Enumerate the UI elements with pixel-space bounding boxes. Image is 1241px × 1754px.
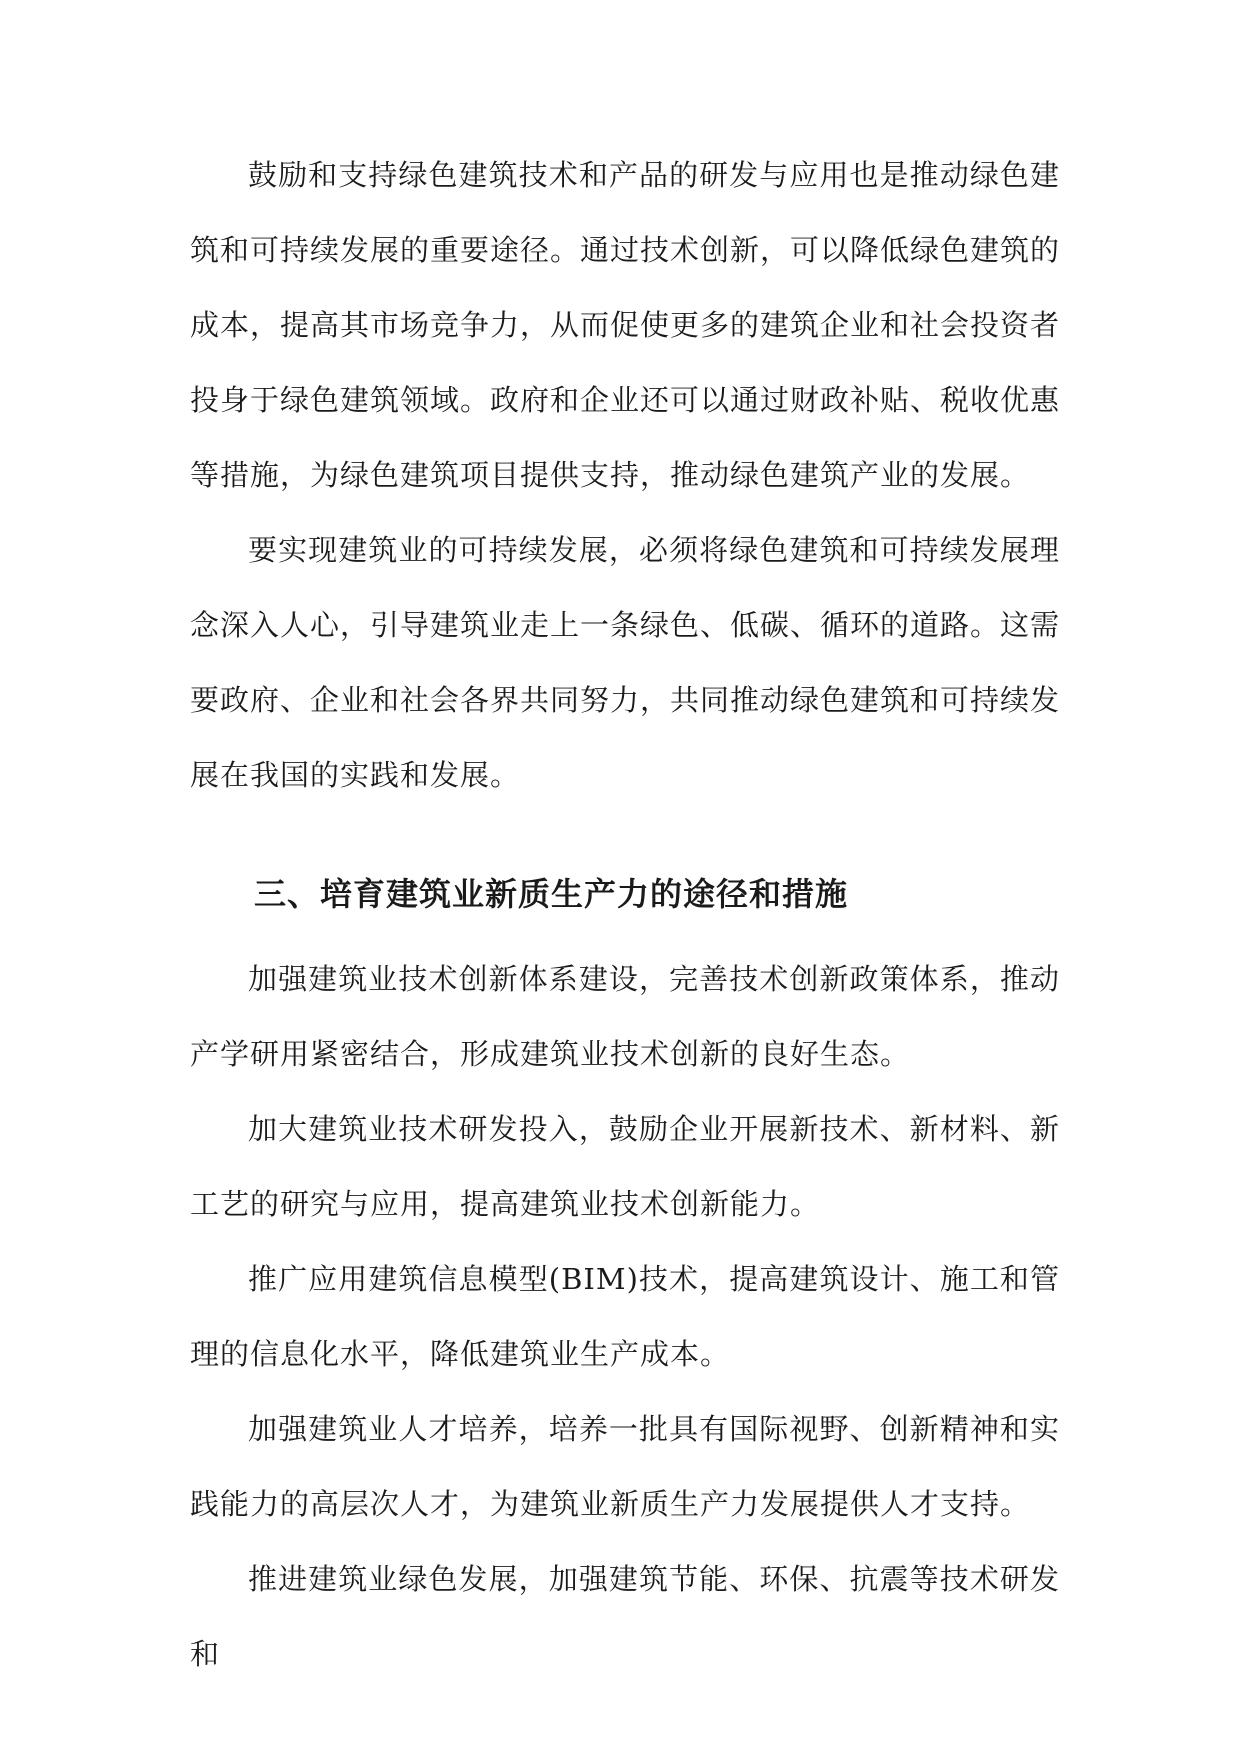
- document-body: [190, 138, 1060, 1692]
- body-paragraph: 要实现建筑业的可持续发展，必须将绿色建筑和可持续发展理念深入人心，引导建筑业走上一条绿色、低碳、循环的道路。这需要政府、企业和社会各界共同努力，共同推动绿色建筑和可持续发展在我国的实践和发展。: [190, 533, 1061, 792]
- body-paragraph: 鼓励和支持绿色建筑技术和产品的研发与应用也是推动绿色建筑和可持续发展的重要途径。通过技术创新，可以降低绿色建筑的成本，提高其市场竞争力，从而促使更多的建筑企业和社会投资者投身于绿色建筑领域。政府和企业还可以通过财政补贴、税收优惠等措施，为绿色建筑项目提供支持，推动绿色建筑产业的发展。: [190, 158, 1061, 492]
- body-paragraph: 加强建筑业技术创新体系建设，完善技术创新政策体系，推动产学研用紧密结合，形成建筑业技术创新的良好生态。: [190, 962, 1060, 1071]
- section-heading: 三、培育建筑业新质生产力的途径和措施: [254, 875, 849, 913]
- body-paragraph: 推广应用建筑信息模型(BIM)技术，提高建筑设计、施工和管理的信息化水平，降低建筑业生产成本。: [190, 1262, 1060, 1371]
- body-paragraph: 加强建筑业人才培养，培养一批具有国际视野、创新精神和实践能力的高层次人才，为建筑业新质生产力发展提供人才支持。: [190, 1412, 1060, 1521]
- body-paragraph: 推进建筑业绿色发展，加强建筑节能、环保、抗震等技术研发和: [190, 1562, 1060, 1671]
- body-paragraph: 加大建筑业技术研发投入，鼓励企业开展新技术、新材料、新工艺的研究与应用，提高建筑业技术创新能力。: [190, 1112, 1060, 1221]
